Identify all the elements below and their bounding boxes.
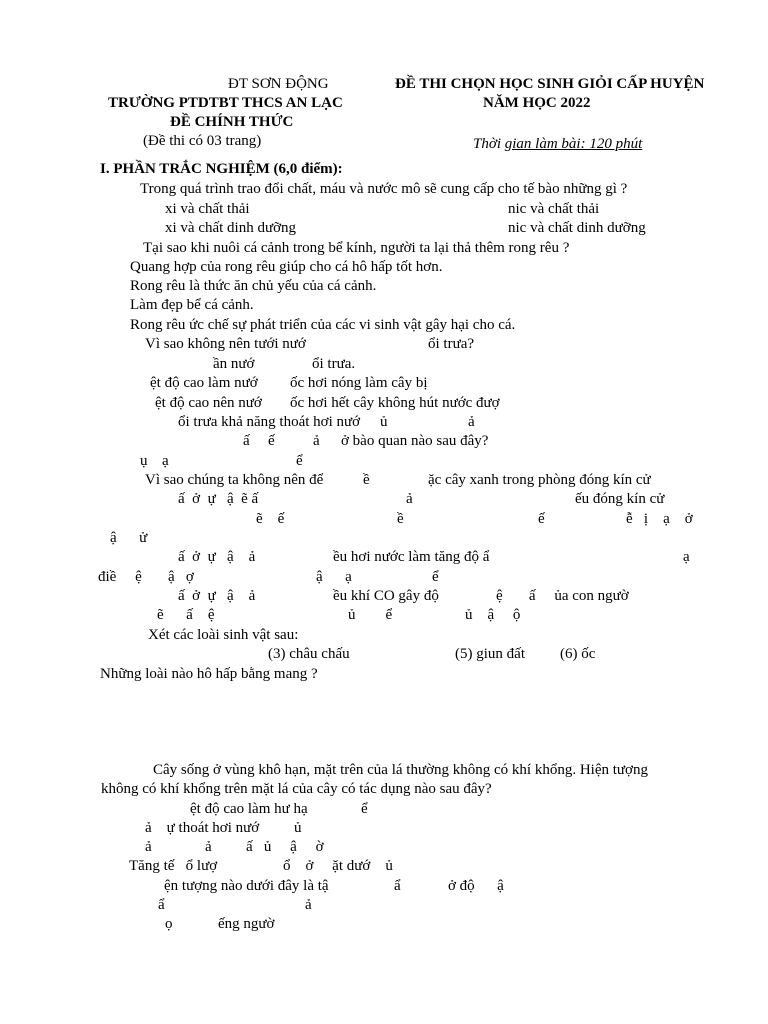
q5-option-a-line3: ậ ử [110,530,148,546]
q7-option-d-part1: Tăng tế ổ lượ [129,858,218,874]
q7-option-c-part2: ả [205,839,212,855]
q2-option-c: Làm đẹp bể cá cảnh. [130,297,254,313]
section-heading: I. PHẦN TRẮC NGHIỆM (6,0 điểm): [100,161,343,177]
q5-option-c-part1: ấ ở ự ậ ả [178,588,256,604]
q5-stem-part1: Vì sao chúng ta không nên để [145,472,324,488]
q5-option-a-line2-part3: ế [538,511,545,527]
q5-option-b-line2-part2: ậ ạ [316,569,352,585]
q3-option-d-part2: ủ [380,414,388,430]
q3-stem-part2: ổi trưa? [428,336,475,352]
q3-option-b-part1: ệt độ cao làm nướ [150,375,258,391]
department-name: ĐT SƠN ĐỘNG [228,76,329,92]
q7-option-a-part1: ệt độ cao làm hư hạ [190,801,308,817]
q6-organism-3: (3) châu chấu [268,646,350,662]
official-label: ĐỀ CHÍNH THỨC [170,114,294,130]
q5-option-b-line2-part3: ể [432,569,439,585]
q2-option-a: Quang hợp của rong rêu giúp cho cá hô hấp tốt hơn. [130,259,443,275]
q6-question: Những loài nào hô hấp bằng mang ? [100,666,318,682]
time-limit-value: gian làm bài: 120 phút [504,136,643,152]
q5-option-a-part2: ả [406,491,413,507]
q4-option-fragment-1: ụ [140,453,148,469]
q3-option-c-part1: ệt độ cao nên nướ [155,395,262,411]
q8-option-a-part1: ẩ [158,897,165,913]
q8-option-b-part2: ếng ngườ [218,916,275,932]
q7-stem-line1: Cây sống ở vùng khô hạn, mặt trên của lá thường không có khí khổng. Hiện tượng [153,762,648,778]
q3-option-a-part2: ổi trưa. [312,356,356,372]
q2-option-b: Rong rêu là thức ăn chủ yếu của cá cảnh. [130,278,377,294]
q7-option-a-part2: ể [361,801,368,817]
q7-option-b-part2: ủ [294,820,302,836]
exam-title: ĐỀ THI CHỌN HỌC SINH GIỎI CẤP HUYỆN [395,76,705,92]
q5-option-a-line2-part2: ề [397,511,404,527]
q5-option-b-part1: ấ ở ự ậ ả [178,549,256,565]
q5-option-c-part3: ệ ấ ủa con ngườ [496,588,629,604]
q8-stem-part2: ẩ [394,878,401,894]
q7-option-d-part2: ổ ở ặt dướ ủ [283,858,393,874]
q4-option-fragment-3: ể [296,453,303,469]
q8-option-b-part1: ọ [165,916,173,932]
q4-stem-fragment-2: ế [268,433,275,449]
q5-option-b-line2-part1: điề ệ ậ ợ [98,569,194,585]
q1-option-c: xi và chất dinh dưỡng [165,220,297,236]
q5-option-a-line2-part1: ẽ ế [256,511,285,527]
q5-option-a-part1: ấ ở ự ậ ẽ ấ [178,491,259,507]
q4-option-fragment-2: ạ [162,453,169,469]
q5-option-b-part2: ều hơi nước làm tăng độ ẩ [333,549,490,565]
q5-option-a-line2-part4: ễ ị ạ ở [626,511,693,527]
q6-stem: Xét các loài sinh vật sau: [148,627,299,643]
q5-option-c-line2-part3: ủ ậ ộ [465,607,521,623]
q1-option-d: nic và chất dinh dưỡng [508,220,646,236]
q7-option-c-part1: ả [145,839,152,855]
q4-stem-fragment-4: ở bào quan nào sau đây? [341,433,489,449]
q3-option-b-part2: ốc hơi nóng làm cây bị [290,375,428,391]
q6-organism-5: (5) giun đất [455,646,525,662]
q1-option-b: nic và chất thải [508,201,600,217]
time-limit-prefix: Thời [473,136,505,152]
q3-option-a-part1: ần nướ [213,356,255,372]
time-limit [473,135,642,153]
q5-option-b-part3: ạ [683,549,690,565]
q5-option-c-part2: ều khí CO gây độ [333,588,439,604]
q5-option-c-line2-part2: ủ ể [348,607,393,623]
q3-option-d-part3: ả [468,414,475,430]
page-count: (Đề thi có 03 trang) [143,133,262,149]
q8-stem-part1: ện tượng nào dưới đây là tậ [164,878,329,894]
q7-stem-line2: không có khí khổng trên mặt lá của cây có tác dụng nào sau đây? [101,781,492,797]
q4-stem-fragment-3: ả [313,433,320,449]
q7-option-b-part1: ả ự thoát hơi nướ [145,820,260,836]
q4-stem-fragment-1: ấ [243,433,250,449]
school-name: TRƯỜNG PTDTBT THCS AN LẠC [108,95,343,111]
q5-stem-part3: ặc cây xanh trong phòng đóng kín cử [428,472,651,488]
q8-stem-part3: ở độ ậ [448,878,504,894]
q1-stem: Trong quá trình trao đổi chất, máu và nước mô sẽ cung cấp cho tế bào những gì ? [140,181,628,197]
q7-option-c-part3: ấ ủ ậ ờ [246,839,324,855]
q5-stem-part2: ề [363,472,370,488]
q8-option-a-part2: ả [305,897,312,913]
q3-option-c-part2: ốc hơi hết cây không hút nước đượ [290,395,500,411]
q6-organism-6: (6) ốc [560,646,596,662]
q3-stem-part1: Vì sao không nên tưới nướ [145,336,306,352]
q2-stem: Tại sao khi nuôi cá cảnh trong bể kính, người ta lại thả thêm rong rêu ? [143,240,570,256]
q1-option-a: xi và chất thải [165,201,250,217]
q3-option-d-part1: ổi trưa khả năng thoát hơi nướ [178,414,361,430]
school-year: NĂM HỌC 2022 [483,95,591,111]
q2-option-d: Rong rêu ức chế sự phát triển của các vi sinh vật gây hại cho cá. [130,317,516,333]
q5-option-a-part3: ếu đóng kín cử [575,491,665,507]
q5-option-c-line2-part1: ẽ ấ ệ [157,607,215,623]
